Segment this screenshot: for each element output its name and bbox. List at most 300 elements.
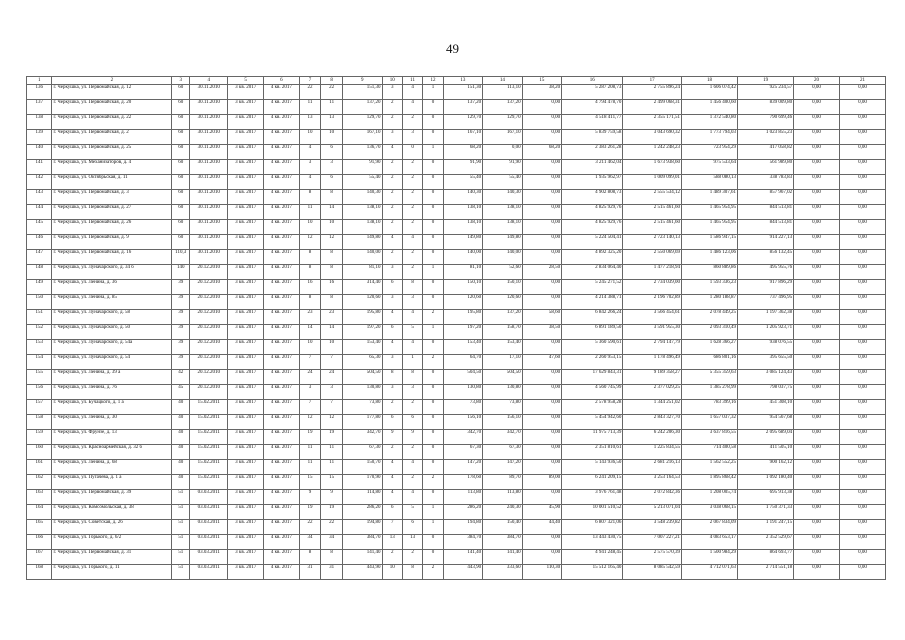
table-cell: 20.12.2010 — [190, 340, 228, 355]
table-cell: 0,00 — [522, 430, 562, 445]
table-cell: 15.02.2011 — [190, 445, 228, 460]
table-cell: 1 628 366,27 — [681, 340, 737, 355]
table-cell: 3 кв. 2017 — [228, 490, 264, 505]
table-cell: 0,00 — [794, 415, 840, 430]
table-cell: 1 456 400,60 — [681, 100, 737, 115]
table-cell: 3 кв. 2017 — [228, 295, 264, 310]
table-cell: 4 825 929,76 — [562, 220, 623, 235]
housing-program-table — [26, 76, 886, 580]
table-cell: 2 — [382, 190, 402, 205]
table-cell: 860 889,86 — [681, 265, 737, 280]
table-cell: 89,70 — [483, 475, 523, 490]
table-cell: 11 — [299, 460, 321, 475]
table-cell: 3 043 690,32 — [623, 130, 682, 145]
address-cell: г. Черкушка, ул. Механизаторов, д. 4 — [52, 160, 172, 175]
table-cell: 12 — [321, 235, 343, 250]
table-cell: 6 — [321, 175, 343, 190]
address-cell: г. Черкушка, ул. Горького, д. 6/2 — [52, 535, 172, 550]
table-cell: 0,00 — [794, 295, 840, 310]
table-cell: 0,00 — [794, 175, 840, 190]
table-cell: 4 кв. 2017 — [264, 460, 300, 475]
table-cell: 6 — [382, 415, 402, 430]
table-cell: 0 — [423, 205, 443, 220]
table-cell: 451 308,10 — [738, 400, 794, 415]
table-cell: 167,10 — [343, 130, 383, 145]
table-cell: 10 — [299, 220, 321, 235]
table-cell: 31 — [299, 565, 321, 580]
table-cell: 24 — [299, 370, 321, 385]
table-cell: 47,60 — [522, 355, 562, 370]
table-cell: 1 205 923,71 — [738, 325, 794, 340]
table-cell: 914 227,13 — [738, 235, 794, 250]
table-row — [27, 250, 886, 265]
table-cell: 798 037,75 — [738, 385, 794, 400]
table-cell: 0,00 — [794, 490, 840, 505]
table-cell: 153 — [27, 340, 52, 355]
table-cell: 2 — [423, 475, 443, 490]
table-cell: 11 — [299, 100, 321, 115]
table-cell: 170,90 — [343, 475, 383, 490]
table-cell: 0,00 — [839, 235, 885, 250]
column-number: 17 — [623, 77, 682, 85]
table-cell: 4 кв. 2017 — [264, 175, 300, 190]
table-cell: 0,00 — [839, 460, 885, 475]
page-number: 49 — [446, 41, 459, 56]
table-cell: 138,10 — [483, 220, 523, 235]
table-cell: 0,00 — [522, 295, 562, 310]
table-cell: 4 — [382, 460, 402, 475]
table-cell: 148 — [27, 265, 52, 280]
table-cell: 19 — [299, 430, 321, 445]
table-cell: 0,00 — [839, 535, 885, 550]
table-cell: 5 245 271,52 — [562, 280, 623, 295]
address-cell: г. Черкушка, ул. Луначарского, д. 54а — [52, 340, 172, 355]
table-cell: 142 — [27, 175, 52, 190]
table-cell: 0 — [423, 250, 443, 265]
table-cell: 73,80 — [443, 400, 483, 415]
table-cell: 7 — [321, 355, 343, 370]
table-cell: 81,10 — [343, 265, 383, 280]
address-cell: г. Черкушка, ул. Ленина, д. 76 — [52, 385, 172, 400]
table-cell: 2 — [382, 160, 402, 175]
table-cell: 0,00 — [522, 160, 562, 175]
table-cell: 51 — [172, 490, 190, 505]
table-cell: 156,10 — [483, 415, 523, 430]
address-cell: г. Черкушка, ул. Красноармейская, д. 32 б — [52, 445, 172, 460]
table-cell: 844 513,81 — [738, 220, 794, 235]
table-cell: 60 — [172, 175, 190, 190]
table-cell: 2 723 140,13 — [623, 235, 682, 250]
table-cell: 2 — [382, 205, 402, 220]
table-cell: 504,50 — [443, 370, 483, 385]
table-cell: 0,00 — [839, 160, 885, 175]
table-cell: 55,40 — [343, 175, 383, 190]
table-cell: 2 — [402, 250, 422, 265]
column-number: 1 — [27, 77, 52, 85]
table-cell: 137,20 — [483, 310, 523, 325]
table-cell: 1 178 496,49 — [623, 355, 682, 370]
table-cell: 138,10 — [343, 220, 383, 235]
table-cell: 0 — [423, 235, 443, 250]
address-cell: г. Черкушка, ул. Первомайская, д. 3 — [52, 190, 172, 205]
table-cell: 3 566 454,61 — [623, 310, 682, 325]
table-cell: 3 — [321, 385, 343, 400]
table-cell: 28,50 — [522, 265, 562, 280]
table-cell: 30.11.2010 — [190, 160, 228, 175]
table-cell: 03.03.2011 — [190, 565, 228, 580]
table-cell: 286,20 — [443, 505, 483, 520]
table-row — [27, 475, 886, 490]
table-cell: 0,00 — [522, 415, 562, 430]
table-cell: 686 801,16 — [681, 355, 737, 370]
table-cell: 114,80 — [343, 490, 383, 505]
table-cell: 3 кв. 2017 — [228, 190, 264, 205]
table-cell: 695 913,38 — [738, 490, 794, 505]
table-cell: 60 — [172, 160, 190, 175]
table-cell: 4 кв. 2017 — [264, 190, 300, 205]
table-cell: 1 009 099,01 — [623, 175, 682, 190]
table-cell: 2 — [402, 205, 422, 220]
table-cell: 917 896,29 — [738, 280, 794, 295]
table-cell: 338 783,83 — [738, 175, 794, 190]
table-cell: 39 — [172, 325, 190, 340]
table-cell: 12 — [299, 415, 321, 430]
table-cell: 0,00 — [794, 400, 840, 415]
table-cell: 1 092 180,40 — [738, 475, 794, 490]
table-cell: 153,40 — [343, 340, 383, 355]
table-cell: 5 355 359,63 — [681, 370, 737, 385]
table-cell: 3 кв. 2017 — [228, 430, 264, 445]
table-cell: 839 009,80 — [738, 100, 794, 115]
table-cell: 60 — [172, 130, 190, 145]
table-cell: 34 — [321, 535, 343, 550]
table-cell: 2 578 958,28 — [562, 400, 623, 415]
table-cell: 0,00 — [794, 430, 840, 445]
table-cell: 15.02.2011 — [190, 400, 228, 415]
table-cell: 140,00 — [483, 250, 523, 265]
table-cell: 138,10 — [443, 205, 483, 220]
table-cell: 4 — [382, 475, 402, 490]
table-cell: 3 211 462,04 — [562, 160, 623, 175]
table-cell: 15.02.2011 — [190, 430, 228, 445]
table-cell: 6 — [321, 145, 343, 160]
table-cell: 1 372 540,80 — [681, 115, 737, 130]
table-cell: 3 кв. 2017 — [228, 550, 264, 565]
table-cell: 938 076,55 — [738, 340, 794, 355]
table-cell: 0,00 — [839, 340, 885, 355]
table-cell: 561 989,80 — [738, 160, 794, 175]
table-cell: 4 кв. 2017 — [264, 130, 300, 145]
table-cell: 4 214 388,71 — [562, 295, 623, 310]
table-cell: 4 кв. 2017 — [264, 250, 300, 265]
table-cell: 15.02.2011 — [190, 415, 228, 430]
table-cell: 4 — [402, 100, 422, 115]
table-cell: 3 кв. 2017 — [228, 370, 264, 385]
table-cell: 2 — [423, 565, 443, 580]
table-cell: 1 593 336,23 — [681, 280, 737, 295]
table-cell: 19 — [321, 430, 343, 445]
table-cell: 141,40 — [483, 550, 523, 565]
table-cell: 73,80 — [343, 400, 383, 415]
table-cell: 8 — [321, 190, 343, 205]
table-cell: 68,20 — [443, 145, 483, 160]
column-number: 4 — [190, 77, 228, 85]
table-cell: 900 162,12 — [738, 460, 794, 475]
table-cell: 137 — [27, 100, 52, 115]
table-cell: 140,30 — [483, 190, 523, 205]
table-cell: 0 — [423, 535, 443, 550]
table-cell: 2 377 029,25 — [623, 385, 682, 400]
column-number: 21 — [839, 77, 885, 85]
table-cell: 24 — [321, 370, 343, 385]
table-cell: 0,00 — [839, 475, 885, 490]
table-cell: 1 500 984,29 — [681, 550, 737, 565]
column-number: 5 — [228, 77, 264, 85]
table-row — [27, 85, 886, 100]
table-cell: 4 — [299, 145, 321, 160]
table-cell: 10 — [321, 130, 343, 145]
table-cell: 6 242 206,30 — [623, 430, 682, 445]
table-cell: 4 — [382, 235, 402, 250]
table-cell: 4 кв. 2017 — [264, 565, 300, 580]
table-cell: 138 — [27, 115, 52, 130]
table-cell: 150,40 — [483, 520, 523, 535]
table-cell: 844 513,81 — [738, 205, 794, 220]
table-cell: 22 — [321, 85, 343, 100]
table-cell: 197,20 — [343, 325, 383, 340]
table-cell: 0,00 — [839, 325, 885, 340]
table-cell: 155 — [27, 370, 52, 385]
table-cell: 0,00 — [522, 190, 562, 205]
table-cell: 0,00 — [794, 310, 840, 325]
table-cell: 2 351 810,61 — [562, 445, 623, 460]
table-cell: 5 224 504,41 — [562, 235, 623, 250]
table-cell: 4 — [402, 490, 422, 505]
table-cell: 8 — [299, 265, 321, 280]
table-cell: 3 кв. 2017 — [228, 400, 264, 415]
table-cell: 2 072 842,36 — [623, 490, 682, 505]
table-cell: 17,10 — [483, 355, 523, 370]
table-cell: 4 кв. 2017 — [264, 490, 300, 505]
table-cell: 0,00 — [839, 280, 885, 295]
table-cell: 1 489 307,61 — [681, 190, 737, 205]
table-row — [27, 265, 886, 280]
table-cell: 0,00 — [522, 340, 562, 355]
table-cell: 64,70 — [443, 355, 483, 370]
table-cell: 51 — [172, 505, 190, 520]
table-cell: 4 892 325,20 — [562, 250, 623, 265]
table-cell: 8 — [321, 265, 343, 280]
table-cell: 6 — [402, 415, 422, 430]
table-cell: 89,00 — [522, 475, 562, 490]
table-cell: 113,80 — [443, 490, 483, 505]
table-cell: 0,00 — [522, 100, 562, 115]
table-cell: 2 834 064,40 — [562, 265, 623, 280]
table-cell: 20.12.2010 — [190, 385, 228, 400]
table-cell: 0,00 — [794, 460, 840, 475]
table-cell: 4 кв. 2017 — [264, 385, 300, 400]
table-cell: 4 — [402, 460, 422, 475]
table-cell: 0,00 — [794, 130, 840, 145]
address-cell: г. Черкушка, ул. Первомайская, д. 39 — [52, 490, 172, 505]
table-cell: 10 — [321, 340, 343, 355]
table-cell: 15.02.2011 — [190, 460, 228, 475]
table-cell: 60 — [172, 220, 190, 235]
table-cell: 22 — [321, 520, 343, 535]
table-cell: 2 093 310,49 — [681, 325, 737, 340]
table-cell: 8 — [299, 250, 321, 265]
table-cell: 7 007 227,21 — [623, 535, 682, 550]
table-cell: 411 505,10 — [738, 445, 794, 460]
table-cell: 20.12.2010 — [190, 370, 228, 385]
table-cell: 1 — [423, 520, 443, 535]
table-cell: 39 — [172, 280, 190, 295]
table-cell: 91,90 — [443, 160, 483, 175]
table-cell: 60 — [172, 190, 190, 205]
table-cell: 149,80 — [483, 235, 523, 250]
table-cell: 30.11.2010 — [190, 130, 228, 145]
table-cell: 3 кв. 2017 — [228, 205, 264, 220]
table-cell: 2 352 529,67 — [738, 535, 794, 550]
table-cell: 0,00 — [794, 520, 840, 535]
table-row — [27, 160, 886, 175]
table-cell: 2 — [402, 190, 422, 205]
table-cell: 10 — [382, 565, 402, 580]
table-cell: 8 — [321, 295, 343, 310]
table-cell: 0,00 — [839, 175, 885, 190]
table-cell: 0,00 — [794, 355, 840, 370]
table-cell: 443,90 — [343, 565, 383, 580]
table-cell: 145 — [27, 220, 52, 235]
table-cell: 714 400,58 — [681, 445, 737, 460]
table-cell: 2 196 702,89 — [623, 295, 682, 310]
table-cell: 4 560 745,99 — [562, 385, 623, 400]
table-cell: 342,70 — [443, 430, 483, 445]
table-cell: 3 кв. 2017 — [228, 505, 264, 520]
table-cell: 0,00 — [522, 235, 562, 250]
table-cell: 40 — [172, 475, 190, 490]
table-cell: 14 — [321, 325, 343, 340]
table-cell: 443,90 — [443, 565, 483, 580]
table-cell: 0 — [423, 190, 443, 205]
table-cell: 40 — [172, 445, 190, 460]
table-cell: 11 — [321, 460, 343, 475]
table-cell: 9 — [382, 430, 402, 445]
table-cell: 4 — [382, 310, 402, 325]
table-cell: 0 — [423, 370, 443, 385]
table-cell: 8 — [402, 370, 422, 385]
table-cell: 163 — [27, 490, 52, 505]
table-row — [27, 565, 886, 580]
table-cell: 0,00 — [794, 85, 840, 100]
table-row — [27, 280, 886, 295]
table-cell: 0,00 — [839, 355, 885, 370]
table-cell: 120,60 — [483, 295, 523, 310]
table-cell: 4 712 071,63 — [681, 565, 737, 580]
table-cell: 0,00 — [794, 280, 840, 295]
table-row — [27, 130, 886, 145]
table-cell: 1 935 962,97 — [562, 175, 623, 190]
address-cell: г. Черкушка, ул. Первомайская, д. 2 — [52, 130, 172, 145]
table-cell: 130,80 — [483, 385, 523, 400]
table-cell: 8 — [321, 550, 343, 565]
table-cell: 1 225 834,55 — [623, 445, 682, 460]
table-cell: 4 кв. 2017 — [264, 205, 300, 220]
table-cell: 120,60 — [443, 295, 483, 310]
table-cell: 1 — [423, 85, 443, 100]
table-cell: 4 кв. 2017 — [264, 265, 300, 280]
table-cell: 138,10 — [343, 205, 383, 220]
table-cell: 167 — [27, 550, 52, 565]
table-cell: 150 — [27, 295, 52, 310]
table-cell: 20.12.2010 — [190, 325, 228, 340]
table-cell: 0,00 — [794, 115, 840, 130]
table-cell: 2 499 068,31 — [623, 100, 682, 115]
table-row — [27, 355, 886, 370]
table-cell: 156 — [27, 385, 52, 400]
table-row — [27, 190, 886, 205]
table-cell: 11 — [299, 445, 321, 460]
table-cell: 110,30 — [522, 565, 562, 580]
table-cell: 1 385 278,99 — [681, 385, 737, 400]
table-cell: 3 — [382, 130, 402, 145]
table-cell: 2 095 689,04 — [738, 430, 794, 445]
table-cell: 30.11.2010 — [190, 220, 228, 235]
table-cell: 03.03.2011 — [190, 535, 228, 550]
table-cell: 15 — [299, 475, 321, 490]
table-cell: 0,00 — [522, 115, 562, 130]
table-cell: 55,40 — [443, 175, 483, 190]
table-cell: 3 кв. 2017 — [228, 385, 264, 400]
table-cell: 137,20 — [483, 100, 523, 115]
table-cell: 4 кв. 2017 — [264, 295, 300, 310]
address-cell: г. Черкушка, ул. Луначарского, д. 34 б — [52, 265, 172, 280]
table-cell: 0 — [423, 460, 443, 475]
table-cell: 2 — [402, 160, 422, 175]
table-cell: 23 — [299, 310, 321, 325]
table-cell: 4 кв. 2017 — [264, 520, 300, 535]
table-cell: 4 941 248,45 — [562, 550, 623, 565]
table-cell: 0,00 — [839, 430, 885, 445]
table-cell: 20.12.2010 — [190, 355, 228, 370]
table-cell: 8 085 542,59 — [623, 565, 682, 580]
table-cell: 7 — [321, 400, 343, 415]
address-cell: г. Черкушка, ул. Луначарского, д. 58 — [52, 310, 172, 325]
table-cell: 0,00 — [522, 175, 562, 190]
table-cell: 3 591 955,30 — [623, 325, 682, 340]
table-row — [27, 490, 886, 505]
table-cell: 3 кв. 2017 — [228, 160, 264, 175]
table-row — [27, 115, 886, 130]
table-cell: 417 058,82 — [738, 145, 794, 160]
table-cell: 4 кв. 2017 — [264, 115, 300, 130]
table-cell: 342,70 — [343, 430, 383, 445]
table-cell: 0,00 — [522, 370, 562, 385]
table-cell: 0,00 — [522, 490, 562, 505]
table-cell: 3 кв. 2017 — [228, 175, 264, 190]
column-number: 6 — [264, 77, 300, 85]
address-cell: г. Черкушка, ул. Горького, д. 11 — [52, 565, 172, 580]
table-cell: 0,00 — [839, 565, 885, 580]
table-cell: 0 — [423, 220, 443, 235]
table-cell: 150,70 — [343, 460, 383, 475]
table-cell: 2 — [382, 445, 402, 460]
table-cell: 10 001 510,52 — [562, 505, 623, 520]
table-cell: 194,80 — [443, 520, 483, 535]
table-cell: 3 кв. 2017 — [228, 145, 264, 160]
column-number: 11 — [402, 77, 422, 85]
table-cell: 38,50 — [522, 325, 562, 340]
